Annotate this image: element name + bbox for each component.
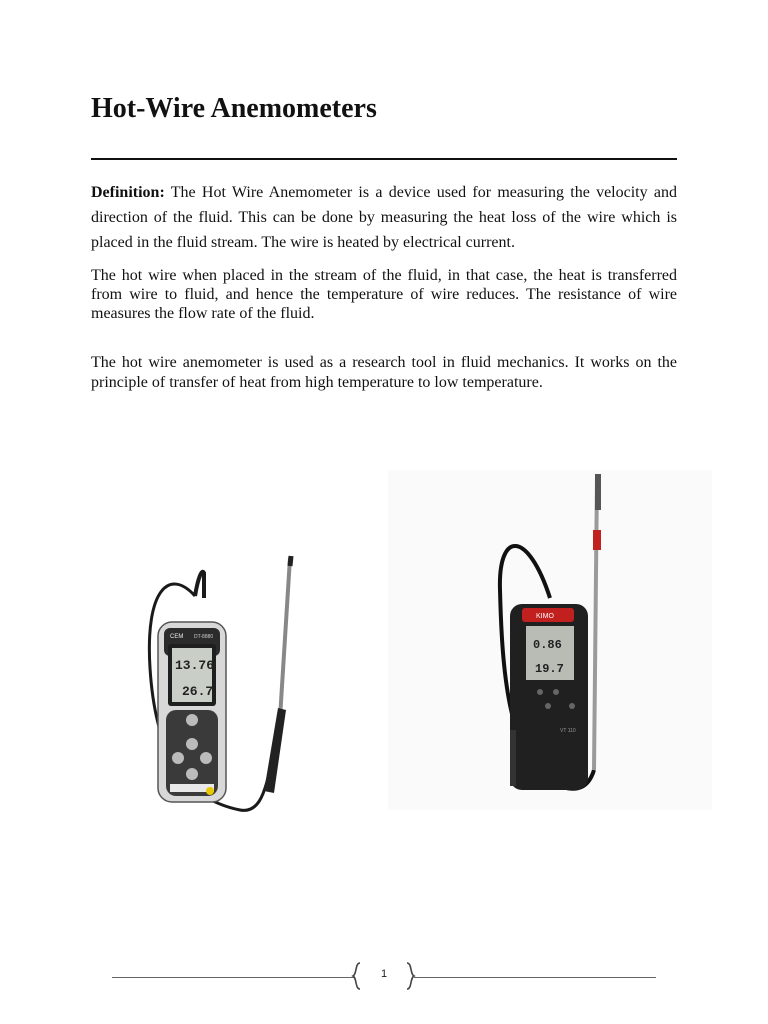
right-reading-top: 0.86 (533, 638, 562, 652)
left-reading-bottom: 26.7 (182, 684, 214, 699)
page-number: 1 (380, 968, 388, 980)
paragraph-working: The hot wire when placed in the stream of the fluid, in that case, the heat is transferred from wire to fluid, and hence the temperature of wire reduces. The resistance of wire measures the flow rate of the fluid. (91, 267, 677, 322)
left-brand-text: CEM (170, 634, 184, 640)
title-divider (91, 158, 677, 160)
definition-text: The Hot Wire Anemometer is a device used for measuring the velocity and direction of the fluid. This can be done by measuring the heat loss of the wire which is placed in the fluid stream. The wire is heated by electrical current. (91, 184, 677, 251)
anemometer-photo-right (388, 470, 712, 810)
anemometer-photo-left (140, 548, 310, 818)
footer-rule-left (112, 977, 354, 978)
definition-paragraph (91, 180, 677, 255)
right-reading-bottom: 19.7 (535, 662, 564, 676)
footer-rule-right (414, 977, 656, 978)
left-model-text: DT-8880 (194, 634, 214, 640)
definition-label: Definition: (91, 184, 165, 201)
left-reading-top: 13.76 (175, 658, 215, 673)
right-brand-text: KIMO (536, 613, 554, 620)
right-brace-icon (405, 962, 415, 990)
paragraph-application: The hot wire anemometer is used as a research tool in fluid mechanics. It works on the principle of transfer of heat from high temperature to low temperature. (91, 354, 677, 391)
left-brace-icon (352, 962, 362, 990)
right-model-text: VT 110 (560, 728, 576, 734)
page-title: Hot-Wire Anemometers (91, 93, 377, 124)
